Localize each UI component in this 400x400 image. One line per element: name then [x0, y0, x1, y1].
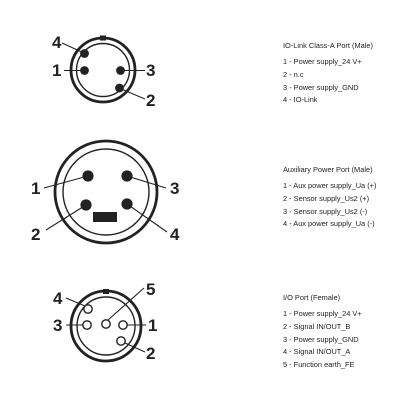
aux-power-legend-item-3: 3 - Sensor supply_Us2 (-) — [283, 206, 368, 216]
aux-power-pin-label-4: 4 — [170, 225, 180, 244]
io-port-pin-label-1: 1 — [148, 316, 158, 335]
aux-power-pin-label-2: 2 — [31, 225, 41, 244]
aux-power-inner-ring — [63, 149, 149, 235]
io-port-legend-item-5: 5 - Function earth_FE — [283, 360, 355, 370]
io-link-pin-2 — [115, 84, 124, 93]
io-port-pin-4 — [84, 305, 92, 313]
io-link-connector — [52, 33, 155, 110]
io-port-pin-1 — [119, 321, 127, 329]
aux-power-outer-ring — [55, 141, 157, 243]
aux-power-legend-title: Auxiliary Power Port (Male) — [283, 165, 373, 174]
io-link-pin-label-4: 4 — [52, 33, 62, 52]
io-link-legend-item-3: 3 - Power supply_GND — [283, 82, 359, 92]
io-port-legend-item-1: 1 - Power supply_24 V+ — [283, 308, 362, 318]
aux-power-legend-item-1: 1 - Aux power supply_Ua (+) — [283, 180, 377, 190]
io-port-legend-item-2: 2 - Signal IN/OUT_B — [283, 321, 351, 331]
io-port-legend-title: I/O Port (Female) — [283, 293, 341, 302]
io-link-coding-key — [100, 36, 106, 41]
aux-power-legend-item-4: 4 - Aux power supply_Ua (-) — [283, 219, 375, 229]
io-port-pin-label-4: 4 — [53, 289, 63, 308]
io-port-pin-label-3: 3 — [53, 316, 63, 335]
io-port-pin-5 — [102, 320, 110, 328]
io-link-legend-item-2: 2 - n.c — [283, 69, 304, 79]
aux-power-legend — [283, 164, 398, 231]
aux-power-connector — [31, 141, 180, 244]
aux-power-legend-item-2: 2 - Sensor supply_Us2 (+) — [283, 193, 370, 203]
aux-power-pin-label-1: 1 — [31, 179, 41, 198]
io-link-legend — [283, 40, 398, 107]
io-port-pin-label-2: 2 — [146, 344, 156, 363]
io-port-pin-2 — [117, 337, 125, 345]
io-link-pin-label-3: 3 — [146, 61, 156, 80]
io-link-pin-label-2: 2 — [146, 91, 156, 110]
io-link-legend-item-1: 1 - Power supply_24 V+ — [283, 56, 362, 66]
io-link-legend-item-4: 4 - IO-Link — [283, 95, 318, 105]
io-port-legend-item-3: 3 - Power supply_GND — [283, 334, 359, 344]
io-port-pin-3 — [83, 321, 91, 329]
io-port-coding-key — [103, 289, 109, 294]
io-link-legend-title: IO-Link Class-A Port (Male) — [283, 41, 373, 50]
io-port-legend-item-4: 4 - Signal IN/OUT_A — [283, 347, 351, 357]
io-port-pin-label-5: 5 — [146, 280, 156, 299]
aux-power-leader-4 — [127, 204, 167, 232]
io-port-legend — [283, 292, 398, 372]
aux-power-coding-key — [93, 212, 117, 222]
io-link-pin-label-1: 1 — [52, 61, 62, 80]
aux-power-pin-label-3: 3 — [170, 179, 180, 198]
io-link-pin-4 — [80, 49, 89, 58]
io-port-connector — [53, 280, 157, 363]
